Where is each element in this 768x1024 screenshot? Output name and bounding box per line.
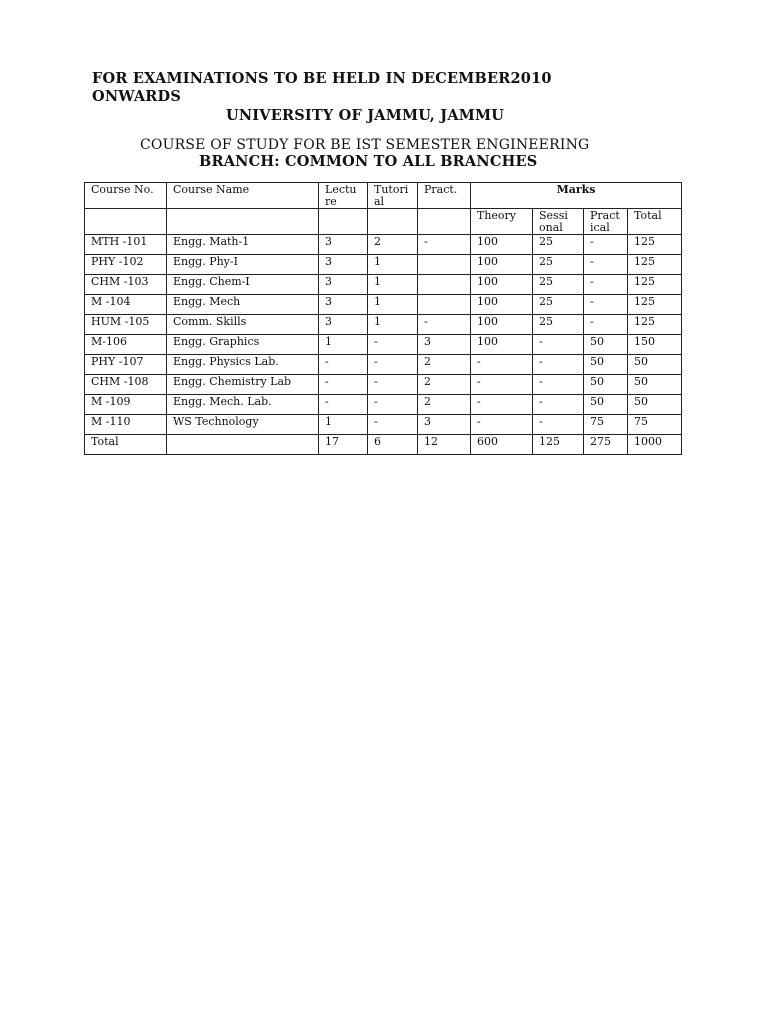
- university-name: UNIVERSITY OF JAMMU, JAMMU: [226, 107, 505, 124]
- cell-practical: 12: [418, 435, 471, 455]
- cell-practical: 3: [418, 415, 471, 435]
- cell-practical-marks: 50: [584, 335, 628, 355]
- cell-sessional: -: [533, 355, 584, 375]
- header-practical: Pract.: [418, 183, 471, 209]
- cell-course-name: WS Technology: [167, 415, 319, 435]
- cell-practical-marks: -: [584, 295, 628, 315]
- cell-practical: [418, 275, 471, 295]
- cell-course-name: Engg. Chemistry Lab: [167, 375, 319, 395]
- cell-theory: -: [471, 395, 533, 415]
- cell-practical: 3: [418, 335, 471, 355]
- cell-lecture: -: [319, 395, 368, 415]
- cell-tutorial: 2: [368, 235, 418, 255]
- table-row: [85, 335, 682, 355]
- table-row: [85, 235, 682, 255]
- table-row: [85, 255, 682, 275]
- table-total-row: [85, 435, 682, 455]
- header-course-no: Course No.: [85, 183, 167, 209]
- subheader-empty-cell: [368, 209, 418, 235]
- cell-practical-marks: -: [584, 315, 628, 335]
- cell-practical: [418, 295, 471, 315]
- cell-course-name: Comm. Skills: [167, 315, 319, 335]
- cell-lecture: 1: [319, 415, 368, 435]
- cell-tutorial: -: [368, 395, 418, 415]
- subheader-empty-cell: [85, 209, 167, 235]
- header-marks: Marks: [471, 183, 682, 209]
- cell-total: 125: [628, 295, 682, 315]
- cell-practical-marks: -: [584, 235, 628, 255]
- cell-course-no: M -104: [85, 295, 167, 315]
- cell-total: 50: [628, 395, 682, 415]
- cell-sessional: 25: [533, 275, 584, 295]
- course-of-study-title: COURSE OF STUDY FOR BE IST SEMESTER ENGINEERING: [140, 137, 590, 153]
- cell-theory: 600: [471, 435, 533, 455]
- cell-lecture: 3: [319, 255, 368, 275]
- cell-course-name: Engg. Mech: [167, 295, 319, 315]
- cell-theory: -: [471, 415, 533, 435]
- cell-sessional: -: [533, 415, 584, 435]
- cell-course-no: M-106: [85, 335, 167, 355]
- cell-tutorial: -: [368, 415, 418, 435]
- cell-tutorial: -: [368, 335, 418, 355]
- table-row: [85, 315, 682, 335]
- cell-total: 125: [628, 315, 682, 335]
- branch-title: BRANCH: COMMON TO ALL BRANCHES: [199, 153, 538, 170]
- table-subheader-row: [85, 209, 682, 235]
- cell-total: 125: [628, 275, 682, 295]
- cell-practical-marks: 50: [584, 375, 628, 395]
- table-row: [85, 395, 682, 415]
- cell-course-name: Engg. Chem-I: [167, 275, 319, 295]
- cell-tutorial: 1: [368, 315, 418, 335]
- cell-tutorial: 1: [368, 255, 418, 275]
- cell-lecture: 3: [319, 235, 368, 255]
- cell-practical: [418, 255, 471, 275]
- cell-total: 125: [628, 255, 682, 275]
- subheader-empty-cell: [418, 209, 471, 235]
- cell-sessional: -: [533, 375, 584, 395]
- cell-sessional: 25: [533, 315, 584, 335]
- cell-lecture: -: [319, 355, 368, 375]
- cell-theory: 100: [471, 235, 533, 255]
- cell-practical: 2: [418, 355, 471, 375]
- cell-theory: 100: [471, 255, 533, 275]
- cell-course-no: PHY -102: [85, 255, 167, 275]
- cell-practical: 2: [418, 395, 471, 415]
- cell-tutorial: 1: [368, 275, 418, 295]
- cell-total: 150: [628, 335, 682, 355]
- cell-practical-marks: 50: [584, 355, 628, 375]
- cell-course-no: HUM -105: [85, 315, 167, 335]
- subheader-practical: Pract ical: [584, 209, 628, 235]
- cell-practical: -: [418, 315, 471, 335]
- cell-practical-marks: 50: [584, 395, 628, 415]
- header-tutorial: Tutori al: [368, 183, 418, 209]
- cell-lecture: 3: [319, 295, 368, 315]
- cell-lecture: -: [319, 375, 368, 395]
- table-row: [85, 375, 682, 395]
- exam-notice-onwards: ONWARDS: [92, 88, 181, 105]
- cell-practical: -: [418, 235, 471, 255]
- table-header-row: [85, 183, 682, 209]
- subheader-empty-cell: [167, 209, 319, 235]
- cell-tutorial: 1: [368, 295, 418, 315]
- cell-theory: -: [471, 355, 533, 375]
- cell-theory: 100: [471, 275, 533, 295]
- exam-notice-line: FOR EXAMINATIONS TO BE HELD IN DECEMBER2010: [92, 70, 552, 87]
- cell-theory: 100: [471, 335, 533, 355]
- cell-course-name: Engg. Physics Lab.: [167, 355, 319, 375]
- cell-theory: -: [471, 375, 533, 395]
- cell-course-no: M -110: [85, 415, 167, 435]
- cell-theory: 100: [471, 315, 533, 335]
- cell-practical-marks: 275: [584, 435, 628, 455]
- cell-sessional: 25: [533, 295, 584, 315]
- cell-tutorial: -: [368, 375, 418, 395]
- cell-course-no: CHM -103: [85, 275, 167, 295]
- table-row: [85, 355, 682, 375]
- cell-theory: 100: [471, 295, 533, 315]
- cell-lecture: 3: [319, 315, 368, 335]
- subheader-empty-cell: [319, 209, 368, 235]
- cell-lecture: 17: [319, 435, 368, 455]
- cell-sessional: 125: [533, 435, 584, 455]
- cell-total: 50: [628, 375, 682, 395]
- cell-course-name: Engg. Graphics: [167, 335, 319, 355]
- cell-practical-marks: 75: [584, 415, 628, 435]
- table-row: [85, 295, 682, 315]
- cell-course-name: Engg. Phy-I: [167, 255, 319, 275]
- cell-tutorial: -: [368, 355, 418, 375]
- cell-practical-marks: -: [584, 275, 628, 295]
- cell-total: 75: [628, 415, 682, 435]
- cell-tutorial: 6: [368, 435, 418, 455]
- cell-sessional: -: [533, 395, 584, 415]
- table-row: [85, 275, 682, 295]
- course-marks-table: [84, 182, 682, 455]
- cell-practical: 2: [418, 375, 471, 395]
- cell-course-name: Engg. Math-1: [167, 235, 319, 255]
- subheader-total: Total: [628, 209, 682, 235]
- header-course-name: Course Name: [167, 183, 319, 209]
- cell-lecture: 1: [319, 335, 368, 355]
- cell-course-no: CHM -108: [85, 375, 167, 395]
- cell-total: 125: [628, 235, 682, 255]
- cell-sessional: 25: [533, 255, 584, 275]
- cell-lecture: 3: [319, 275, 368, 295]
- cell-practical-marks: -: [584, 255, 628, 275]
- cell-total: 1000: [628, 435, 682, 455]
- cell-course-no: PHY -107: [85, 355, 167, 375]
- header-lecture: Lectu re: [319, 183, 368, 209]
- cell-course-no: Total: [85, 435, 167, 455]
- cell-total: 50: [628, 355, 682, 375]
- table-row: [85, 415, 682, 435]
- cell-sessional: -: [533, 335, 584, 355]
- subheader-sessional: Sessi onal: [533, 209, 584, 235]
- cell-sessional: 25: [533, 235, 584, 255]
- cell-course-no: M -109: [85, 395, 167, 415]
- subheader-theory: Theory: [471, 209, 533, 235]
- cell-course-no: MTH -101: [85, 235, 167, 255]
- cell-course-name: Engg. Mech. Lab.: [167, 395, 319, 415]
- cell-course-name: [167, 435, 319, 455]
